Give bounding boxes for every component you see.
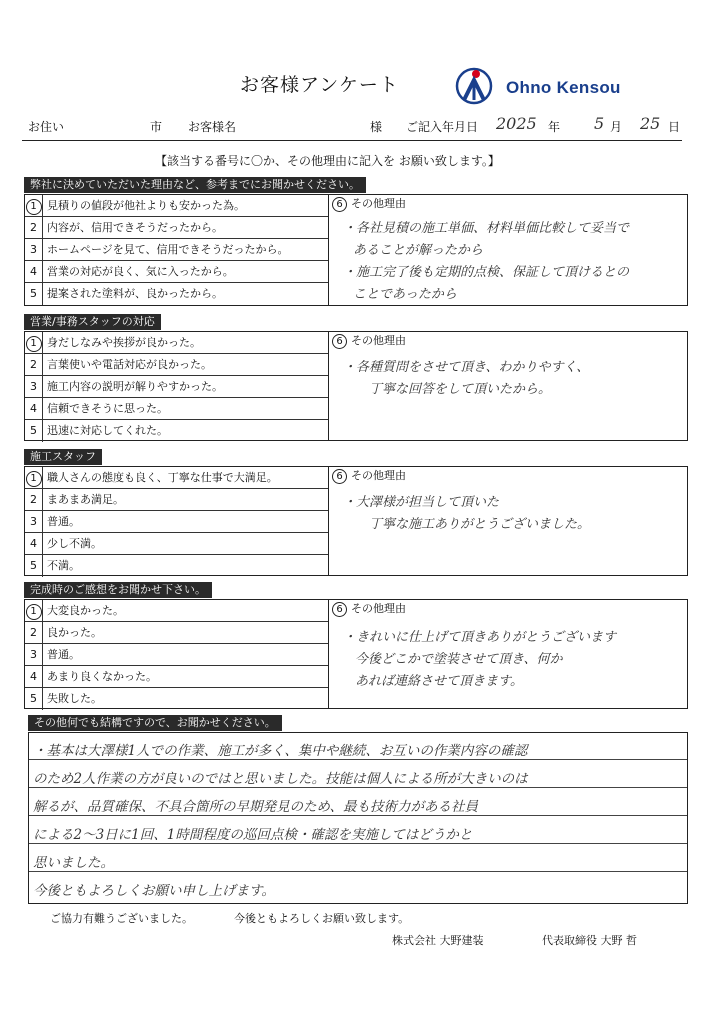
reason-line: ことであったから	[353, 287, 457, 302]
reason-line: あれば連絡させて頂きます。	[355, 674, 523, 689]
other-reason-header: 6 その他理由	[328, 195, 406, 213]
option-row[interactable]: 2 言葉使いや電話対応が良かった。	[25, 354, 328, 376]
reason-line: ・大澤様が担当して頂いた	[343, 495, 500, 510]
sama-label: 様	[370, 120, 383, 134]
option-row[interactable]: 5 提案された塗料が、良かったから。	[25, 283, 328, 305]
comment-line: 思いました。	[33, 855, 114, 871]
year-value: 2025	[496, 114, 537, 133]
option-row[interactable]: 3 施工内容の説明が解りやすかった。	[25, 376, 328, 398]
day-label: 日	[668, 120, 681, 134]
option-row[interactable]: 3 ホームページを見て、信用できそうだったから。	[25, 239, 328, 261]
option-row[interactable]: 1 大変良かった。	[25, 600, 328, 622]
header-rule	[22, 140, 682, 141]
option-row[interactable]: 3 普通。	[25, 511, 328, 533]
other-reason-header: 6 その他理由	[328, 332, 406, 350]
address-label: お住い	[28, 120, 65, 134]
company-logo-icon	[454, 66, 494, 106]
ruled-line	[29, 871, 687, 872]
reason-line: ・きれいに仕上げて頂きありがとうございます	[343, 630, 617, 645]
reason-line: 今後どこかで塗装させて頂き、何か	[355, 652, 563, 667]
option-row[interactable]: 5 不満。	[25, 555, 328, 577]
regards-text: 今後ともよろしくお願い致します。	[234, 912, 410, 925]
option-row[interactable]: 1 職人さんの態度も良く、丁寧な仕事で大満足。	[25, 467, 328, 489]
instruction: 【該当する番号に〇か、その他理由に記入を お願い致します。】	[155, 154, 500, 168]
comments-box	[28, 732, 688, 904]
option-row[interactable]: 5 迅速に対応してくれた。	[25, 420, 328, 442]
comment-line: 解るが、品質確保、不具合箇所の早期発見のため、最も技術力がある社員	[33, 799, 478, 815]
comment-line: による2〜3日に1回、1時間程度の巡回点検・確認を実施してはどうかと	[33, 827, 473, 843]
representative: 代表取締役 大野 哲	[542, 934, 637, 947]
ruled-line	[29, 815, 687, 816]
day-value: 25	[640, 114, 661, 133]
reason-line: ・各種質問をさせて頂き、わかりやすく、	[343, 360, 590, 375]
option-row[interactable]: 4 信頼できそうに思った。	[25, 398, 328, 420]
reason-line: ・各社見積の施工単価、材料単価比較して妥当で	[343, 221, 630, 236]
option-row[interactable]: 4 少し不満。	[25, 533, 328, 555]
date-label: ご記入年月日	[406, 120, 479, 134]
reason-line: 丁寧な回答をして頂いたから。	[369, 382, 552, 397]
page-title: お客様アンケート	[240, 74, 399, 96]
ruled-line	[29, 759, 687, 760]
ruled-line	[29, 787, 687, 788]
brand-name: Ohno Kensou	[506, 78, 621, 97]
customer-name-label: お客様名	[188, 120, 237, 134]
month-label: 月	[610, 120, 623, 134]
reason-line: ・施工完了後も定期的点検、保証して頂けるとの	[343, 265, 630, 280]
section-4-box	[24, 599, 688, 709]
other-reason-header: 6 その他理由	[328, 600, 406, 618]
other-reason-header: 6 その他理由	[328, 467, 406, 485]
option-row[interactable]: 1 見積りの値段が他社よりも安かった為。	[25, 195, 328, 217]
ruled-line	[29, 843, 687, 844]
company-name: 株式会社 大野建装	[392, 934, 484, 947]
section-2-label: 営業/事務スタッフの対応	[24, 314, 161, 330]
reason-line: 丁寧な施工ありがとうございました。	[369, 517, 591, 532]
option-row[interactable]: 4 営業の対応が良く、気に入ったから。	[25, 261, 328, 283]
section-4-label: 完成時のご感想をお聞かせ下さい。	[24, 582, 212, 598]
year-label: 年	[548, 120, 561, 134]
option-row[interactable]: 4 あまり良くなかった。	[25, 666, 328, 688]
option-row[interactable]: 3 普通。	[25, 644, 328, 666]
comment-line: ・基本は大澤様1人での作業、施工が多く、集中や継続、お互いの作業内容の確認	[33, 743, 528, 759]
comment-line: のため2人作業の方が良いのではと思いました。技能は個人による所が大きいのは	[33, 771, 528, 787]
section-2-box	[24, 331, 688, 441]
comment-line: 今後ともよろしくお願い申し上げます。	[33, 883, 275, 899]
section-3-box	[24, 466, 688, 576]
section-3-label: 施工スタッフ	[24, 449, 102, 465]
option-row[interactable]: 5 失敗した。	[25, 688, 328, 710]
option-row[interactable]: 2 良かった。	[25, 622, 328, 644]
section-1-label: 弊社に決めていただいた理由など、参考までにお聞かせください。	[24, 177, 366, 193]
reason-line: あることが解ったから	[353, 243, 484, 258]
city-label: 市	[150, 120, 163, 134]
thanks-text: ご協力有難うございました。	[50, 912, 193, 925]
option-row[interactable]: 2 まあまあ満足。	[25, 489, 328, 511]
option-row[interactable]: 2 内容が、信用できそうだったから。	[25, 217, 328, 239]
month-value: 5	[594, 114, 605, 133]
section-1-box	[24, 194, 688, 306]
option-row[interactable]: 1 身だしなみや挨拶が良かった。	[25, 332, 328, 354]
comments-label: その他何でも結構ですので、お聞かせください。	[28, 715, 282, 731]
